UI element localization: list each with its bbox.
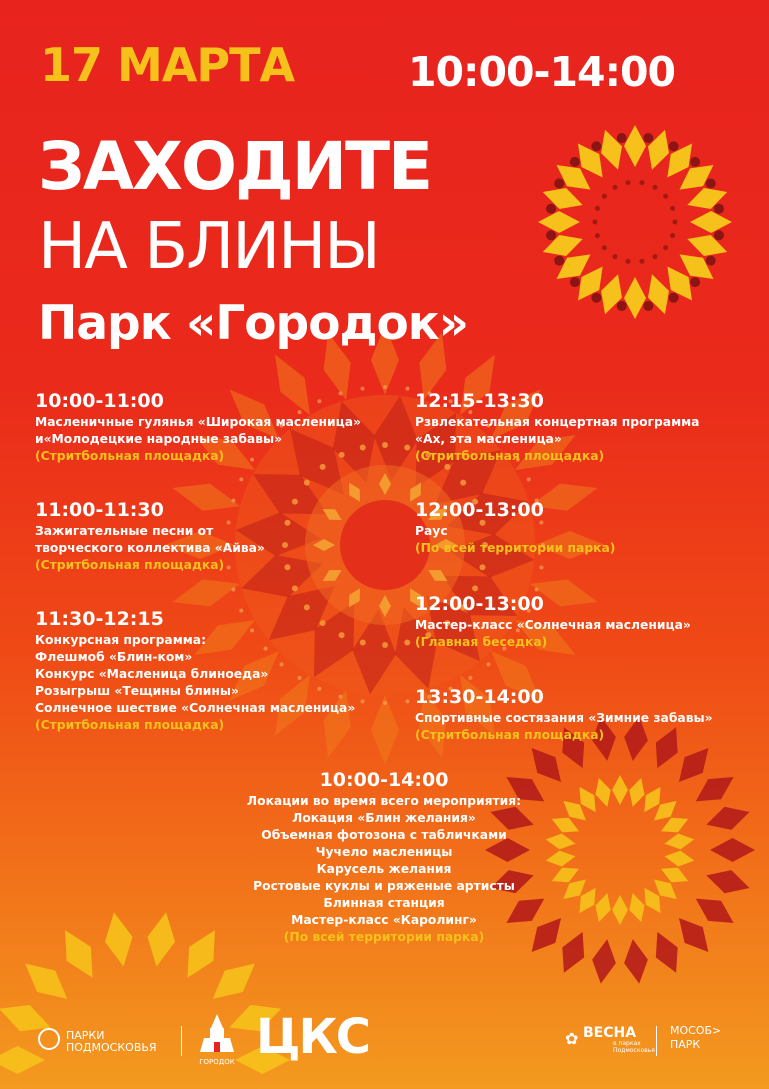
schedule-line: Флешмоб «Блин-ком» bbox=[35, 650, 193, 664]
schedule-line: Объемная фотозона с табличками bbox=[261, 828, 507, 842]
schedule-time: 10:00-14:00 bbox=[319, 769, 449, 791]
schedule-line: Мастер-класс «Солнечная масленица» bbox=[415, 618, 691, 632]
schedule-location: (По всей территории парка) bbox=[415, 541, 616, 555]
schedule-location: (Стритбольная площадка) bbox=[415, 449, 605, 463]
schedule-line: «Ах, эта масленица» bbox=[415, 432, 562, 446]
schedule-line: Ростовые куклы и ряженые артисты bbox=[253, 879, 515, 893]
schedule-line: Рзвлекательная концертная программа bbox=[415, 415, 700, 429]
vesna-sub-2: Подмосковья bbox=[613, 1047, 655, 1054]
schedule-time: 11:00-11:30 bbox=[35, 499, 164, 521]
gorodok-logo bbox=[192, 1012, 242, 1064]
vesna-label: ВЕСНА bbox=[583, 1025, 637, 1041]
schedule-left-2 bbox=[35, 497, 265, 574]
schedule-center bbox=[234, 767, 534, 946]
schedule-right-3 bbox=[415, 591, 691, 651]
venue-title: Парк «Городок» bbox=[38, 296, 468, 351]
schedule-line: Мастер-класс «Каролинг» bbox=[291, 913, 477, 927]
flower-icon: ✿ bbox=[565, 1029, 579, 1048]
mosob-line-1: МОСОБ> bbox=[670, 1024, 722, 1037]
schedule-location: (Стритбольная площадка) bbox=[415, 728, 605, 742]
schedule-location: (Главная беседка) bbox=[415, 635, 548, 649]
schedule-line: Локации во время всего мероприятия: bbox=[246, 794, 522, 808]
title-line-1: ЗАХОДИТЕ bbox=[38, 128, 432, 205]
title-line-2: НА БЛИНЫ bbox=[38, 210, 379, 284]
footer-divider bbox=[656, 1026, 657, 1056]
schedule-location: (Стритбольная площадка) bbox=[35, 718, 225, 732]
event-hours: 10:00-14:00 bbox=[408, 48, 676, 96]
schedule-line: Чучело масленицы bbox=[315, 845, 453, 859]
footer-divider bbox=[181, 1026, 182, 1056]
schedule-right-1 bbox=[415, 388, 699, 465]
schedule-time: 12:00-13:00 bbox=[415, 593, 544, 615]
schedule-line: Локация «Блин желания» bbox=[292, 811, 476, 825]
schedule-left-1 bbox=[35, 388, 361, 465]
schedule-line: и«Молодецкие народные забавы» bbox=[35, 432, 283, 446]
schedule-right-2 bbox=[415, 497, 615, 557]
schedule-line: Розыгрыш «Тещины блины» bbox=[35, 684, 239, 698]
event-date: 17 МАРТА bbox=[40, 38, 295, 92]
schedule-line: Зажигательные песни от bbox=[35, 524, 214, 538]
schedule-location: (Стритбольная площадка) bbox=[35, 449, 225, 463]
mosobpark-logo bbox=[670, 1024, 721, 1052]
schedule-left-3 bbox=[35, 606, 355, 734]
schedule-time: 13:30-14:00 bbox=[415, 686, 544, 708]
schedule-line: Конкурс «Масленица блиноеда» bbox=[35, 667, 269, 681]
parki-line-2: ПОДМОСКОВЬЯ bbox=[66, 1041, 157, 1054]
schedule-location: (Стритбольная площадка) bbox=[35, 558, 225, 572]
schedule-time: 12:00-13:00 bbox=[415, 499, 544, 521]
mosob-line-2: ПАРК bbox=[670, 1038, 701, 1051]
leaf-icon bbox=[38, 1028, 60, 1050]
schedule-line: Конкурсная программа: bbox=[35, 633, 207, 647]
vesna-sub-1: в парках bbox=[613, 1040, 641, 1047]
schedule-line: Масленичные гулянья «Широкая масленица» bbox=[35, 415, 362, 429]
schedule-time: 10:00-11:00 bbox=[35, 390, 164, 412]
schedule-location: (По всей территории парка) bbox=[283, 930, 485, 944]
schedule-line: творческого коллектива «Айва» bbox=[35, 541, 265, 555]
schedule-right-4 bbox=[415, 684, 713, 744]
schedule-line: Карусель желания bbox=[316, 862, 452, 876]
cks-logo: ЦКС bbox=[256, 1009, 369, 1065]
schedule-line: Спортивные состязания «Зимние забавы» bbox=[415, 711, 713, 725]
schedule-line: Раус bbox=[415, 524, 448, 538]
schedule-time: 12:15-13:30 bbox=[415, 390, 544, 412]
gorodok-label: ГОРОДОК bbox=[199, 1058, 235, 1066]
gorodok-tower-icon bbox=[192, 1012, 242, 1056]
schedule-line: Солнечное шествие «Солнечная масленица» bbox=[35, 701, 356, 715]
parki-line-1: ПАРКИ bbox=[66, 1029, 105, 1042]
schedule-time: 11:30-12:15 bbox=[35, 608, 164, 630]
schedule-line: Блинная станция bbox=[323, 896, 445, 910]
